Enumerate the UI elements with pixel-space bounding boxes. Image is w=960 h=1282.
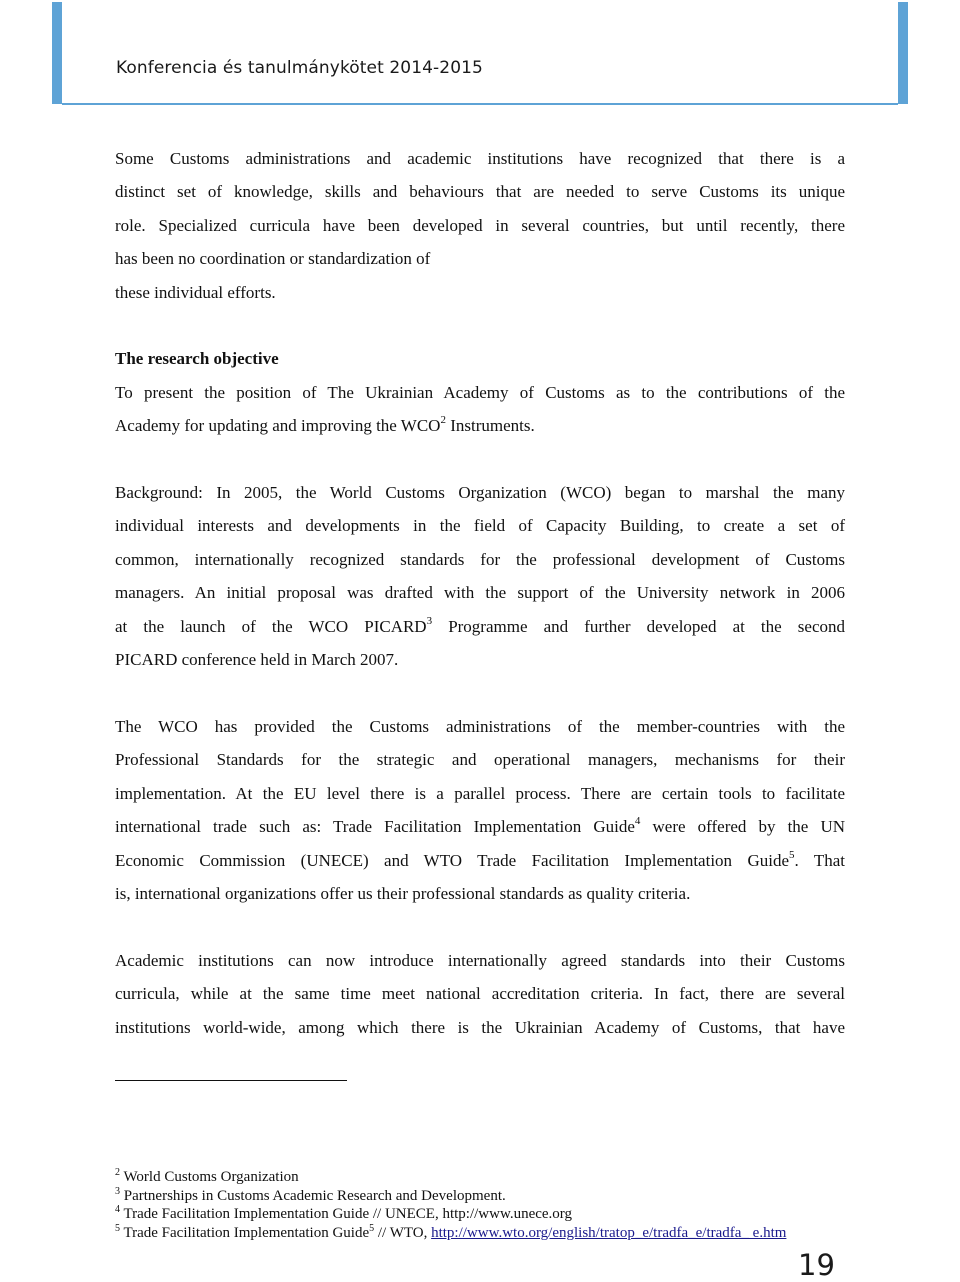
paragraph-background [115,476,845,676]
text-line: Economic Commission (UNECE) and WTO Trade Facilitation Implementation Guide$^5$. That [115,848,845,870]
footnote-2: $^2$ World Customs Organization [115,1167,299,1185]
text-line: implementation. At the EU level there is a parallel process. There are certain tools to facilitate [115,783,845,803]
text-line: common, internationally recognized standards for the professional development of Customs [115,549,845,569]
text-line: Professional Standards for the strategic and operational managers, mechanisms for their [115,750,845,770]
footnote-ref: 2 [440,414,446,427]
text-line: these individual efforts. [115,282,276,302]
text-line: individual interests and developments in the field of Capacity Building, to create a set of [115,516,845,536]
text-line: To present the position of The Ukrainian Academy of Customs as to the contributions of the [115,383,845,402]
header-bar-left [52,2,62,104]
text-line: PICARD conference held in March 2007. [115,650,399,670]
footnote-5: $^5$ Trade Facilitation Implementation Guide$^5$ // WTO, http://www.wto.org/english/tratop_e/tradfa_e/tradfa_ e.htm [115,1222,787,1241]
footnote-separator [115,1080,347,1081]
page-number: 19 [798,1248,835,1282]
text-line: Academic institutions can now introduce internationally agreed standards into their Customs [115,951,845,970]
section-heading: The research objective [115,349,279,368]
footnote-ref: 4 [634,815,641,828]
text-line: The WCO has provided the Customs administrations of the member-countries with the [115,717,845,736]
text-line: institutions world-wide, among which there is the Ukrainian Academy of Customs, that have [115,1017,845,1037]
text-line: at the launch of the WCO PICARD$^3$ Programme and further developed at the second [115,614,846,636]
paragraph-wco-standards [115,710,845,910]
text-line: international trade such as: Trade Facilitation Implementation Guide$^4$ were offered by the UN [115,815,845,837]
text-line: curricula, while at the same time meet national accreditation criteria. In fact, there are several [115,984,845,1004]
footnote-4: $^4$ Trade Facilitation Implementation Guide // UNECE, http://www.unece.org [115,1204,573,1223]
text-line: Some Customs administrations and academic institutions have recognized that there is a [115,149,845,168]
text-line: has been no coordination or standardization of [115,249,431,269]
footnote-3: $^3$ Partnerships in Customs Academic Research and Development. [115,1185,506,1204]
footnote-link-wto[interactable]: http://www.wto.org/english/tratop_e/tradfa_e/tradfa_ e.htm [431,1224,787,1241]
text-line: is, international organizations offer us their professional standards as quality criteria. [115,884,691,904]
text-line: distinct set of knowledge, skills and behaviours that are needed to serve Customs its unique [115,182,845,202]
footnote-ref: 5 [789,848,795,861]
header-title: Konferencia és tanulmánykötet 2014-2015 [116,58,483,78]
text-line: Background: In 2005, the World Customs Organization (WCO) began to marshal the many [115,483,845,502]
header-bar-right [898,2,908,104]
footnote-ref: 3 [426,614,433,627]
paragraph-intro [115,142,845,309]
text-line: Academy for updating and improving the WCO$^2$ Instruments. [115,414,535,436]
text-line: role. Specialized curricula have been developed in several countries, but until recently, there [115,215,845,235]
footnotes [115,1168,875,1242]
text-line: managers. An initial proposal was drafted with the support of the University network in 2006 [115,583,845,603]
paragraph-academic [115,944,845,1044]
paragraph-objective [115,376,845,443]
header-rule [62,103,898,105]
